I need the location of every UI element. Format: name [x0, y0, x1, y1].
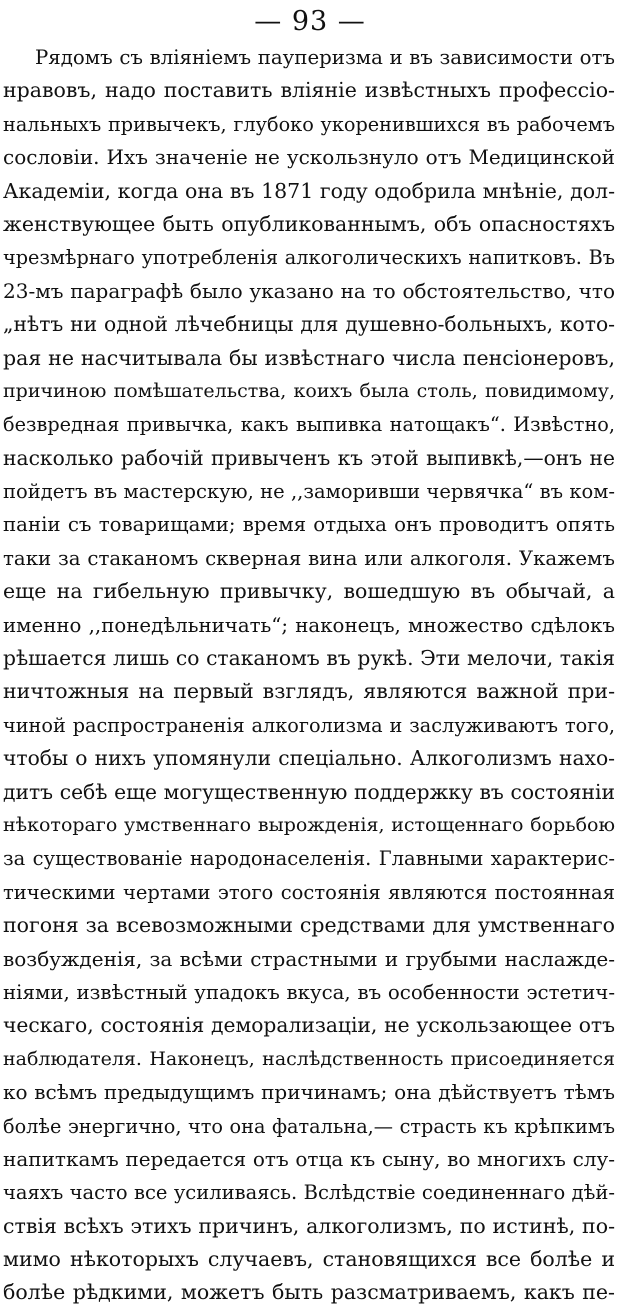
text-line: ніями, извѣстный упадокъ вкуса, въ особенности эстетич-	[3, 980, 615, 1004]
text-line: рая не насчитывала бы извѣстнаго числа пенсіонеровъ,	[3, 345, 615, 370]
text-line: чрезмѣрнаго употребленія алкоголическихъ напитковъ. Въ	[3, 246, 615, 270]
page-number: — 93 —	[254, 6, 366, 37]
text-line: погоня за всевозможными средствами для умственнаго	[3, 913, 615, 938]
text-line: безвредная привычка, какъ выпивка натощакъ“. Извѣстно,	[3, 413, 615, 437]
text-line: таки за стаканомъ скверная вина или алкоголя. Укажемъ	[3, 546, 615, 570]
text-line: чтобы о нихъ упомянули спеціально. Алкоголизмъ нахо-	[3, 746, 615, 771]
text-line: женствующее быть опубликованнымъ, объ опасностяхъ	[3, 211, 615, 236]
text-line: за существованіе народонаселенія. Главными характерис-	[3, 847, 615, 871]
text-line: Академіи, когда она въ 1871 году одобрила мнѣніе, дол-	[3, 178, 615, 203]
text-line: тическими чертами этого состоянія являются постоянная	[3, 880, 615, 904]
text-line: 23-мъ параграфѣ было указано на то обстоятельство, что	[3, 278, 615, 303]
text-line: болѣе рѣдкими, можетъ быть разсматриваемъ, какъ пе-	[3, 1280, 615, 1305]
text-line: чаяхъ часто все усиливаясь. Вслѣдствіе соединеннаго дѣй-	[3, 1181, 615, 1205]
text-line: возбужденія, за всѣми страстными и грубыми наслажде-	[3, 946, 615, 971]
text-line: еще на гибельную привычку, вошедшую въ обычай, а	[3, 579, 615, 604]
text-line: паніи съ товарищами; время отдыха онъ проводитъ опять	[3, 513, 615, 537]
text-line: причиною помѣшательства, коихъ была столь, повидимому,	[3, 379, 615, 402]
text-line: „нѣтъ ни одной лѣчебницы для душевно-больныхъ, кото-	[3, 312, 615, 337]
text-line: ко всѣмъ предыдущимъ причинамъ; она дѣйствуетъ тѣмъ	[3, 1080, 615, 1105]
text-line: именно ,,понедѣльничать“; наконецъ, множество сдѣлокъ	[3, 613, 615, 637]
text-line: сословіи. Ихъ значеніе не ускользнуло отъ Медицинской	[3, 145, 615, 170]
text-line: ничтожныя на первый взглядъ, являются важной при-	[3, 679, 615, 704]
text-line: дитъ себѣ еще могущественную поддержку въ состояніи	[3, 779, 615, 804]
text-line: нальныхъ привычекъ, глубоко укоренившихся въ рабочемъ	[3, 112, 615, 136]
text-line: наблюдателя. Наконецъ, наслѣдственность присоединяется	[3, 1047, 615, 1070]
text-line: ствія всѣхъ этихъ причинъ, алкоголизмъ, по истинѣ, по-	[3, 1213, 615, 1238]
text-line: чиной распространенія алкоголизма и заслуживаютъ того,	[3, 713, 615, 737]
body-text	[3, 41, 615, 1310]
text-line: нѣкотораго умственнаго вырожденія, истощеннаго борьбою	[3, 813, 615, 836]
text-line: Рядомъ съ вліяніемъ пауперизма и въ зависимости отъ	[35, 46, 615, 69]
text-line: ческаго, состоянія деморализаціи, не ускользающее отъ	[3, 1013, 615, 1038]
text-line: нравовъ, надо поставить вліяніе извѣстныхъ профессіо-	[3, 78, 615, 103]
text-line: напиткамъ передается отъ отца къ сыну, во многихъ слу-	[3, 1146, 615, 1171]
text-line: рѣшается лишь со стаканомъ въ рукѣ. Эти мелочи, такія	[3, 646, 615, 671]
text-line: насколько рабочій привыченъ къ этой выпивкѣ,—онъ не	[3, 445, 615, 470]
text-line: болѣе энергично, что она фатальна,— страсть къ крѣпкимъ	[3, 1114, 615, 1138]
text-line: пойдетъ въ мастерскую, не ,,заморивши червячка“ въ ком-	[3, 480, 615, 504]
text-line: мимо нѣкоторыхъ случаевъ, становящихся все болѣе и	[3, 1247, 615, 1272]
